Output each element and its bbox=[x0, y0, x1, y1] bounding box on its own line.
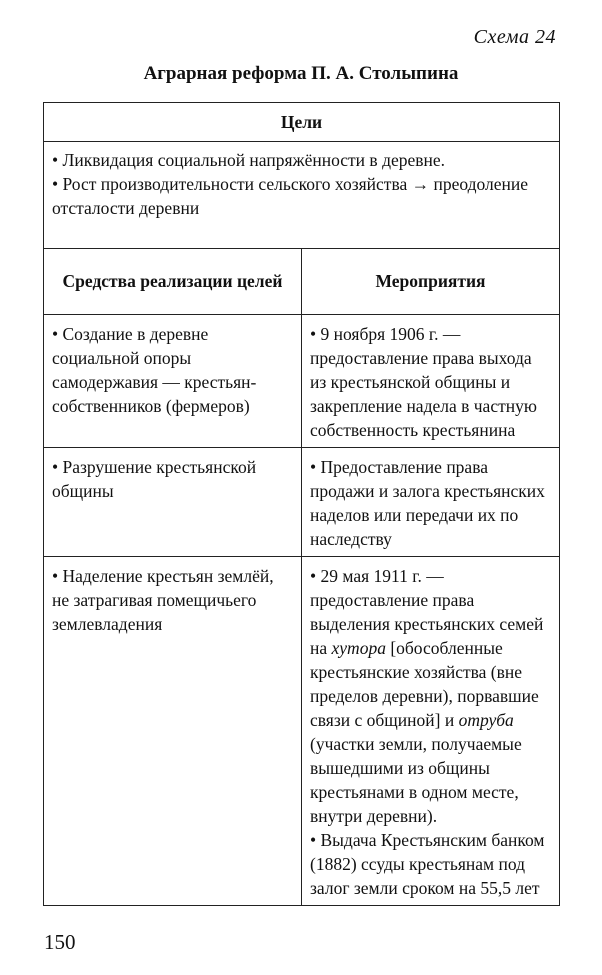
table-row bbox=[44, 557, 560, 906]
measures-column-header: Мероприятия bbox=[302, 249, 560, 315]
means-cell: • Наделение крестьян землёй, не затрагивая помещичьего землевладения bbox=[44, 557, 302, 906]
measure-text: • 29 мая 1911 г. — предоставление права выделения крестьянских семей на bbox=[310, 566, 544, 658]
term-khutora: хутора bbox=[331, 638, 386, 658]
reform-table bbox=[43, 102, 560, 906]
measures-cell bbox=[302, 557, 560, 906]
schema-label: Схема 24 bbox=[473, 26, 556, 48]
measure-1911 bbox=[310, 564, 551, 828]
table-row bbox=[44, 315, 560, 448]
page-title: Аграрная реформа П. А. Столыпина bbox=[143, 63, 459, 84]
goals-header: Цели bbox=[44, 103, 560, 142]
goals-row bbox=[44, 142, 560, 249]
measures-cell: • Предоставление права продажи и залога крестьянских наделов или передачи их по наследству bbox=[302, 448, 560, 557]
means-column-header: Средства реализации целей bbox=[44, 249, 302, 315]
means-cell: • Создание в деревне социальной опоры самодержавия — крестьян-собственников (фермеров) bbox=[44, 315, 302, 448]
goals-cell bbox=[44, 142, 560, 249]
goals-header-row bbox=[44, 103, 560, 142]
measure-text: (участки земли, получаемые вышедшими из общины крестьянами в одном месте, внутри деревни). bbox=[310, 734, 522, 826]
measures-cell: • 9 ноября 1906 г. — предоставление права выхода из крестьянской общины и закрепление надела в частную собственность крестьянина bbox=[302, 315, 560, 448]
goal-item-1: • Ликвидация социальной напряжённости в деревне. bbox=[52, 150, 446, 170]
table-row bbox=[44, 448, 560, 557]
term-otruba: отруба bbox=[458, 710, 514, 730]
means-cell: • Разрушение крестьянской общины bbox=[44, 448, 302, 557]
measure-bank-loan: • Выдача Крестьянским банком (1882) ссуды крестьянам под залог земли сроком на 55,5 лет bbox=[310, 830, 545, 898]
goal-item-2: • Рост производительности сельского хозяйства → преодоление отсталости деревни bbox=[52, 174, 529, 218]
column-header-row bbox=[44, 249, 560, 315]
page-number: 150 bbox=[44, 930, 76, 954]
measure-text: [обособленные крестьянские хозяйства (вне пределов деревни), порвавшие связи с общиной] и bbox=[310, 638, 539, 730]
